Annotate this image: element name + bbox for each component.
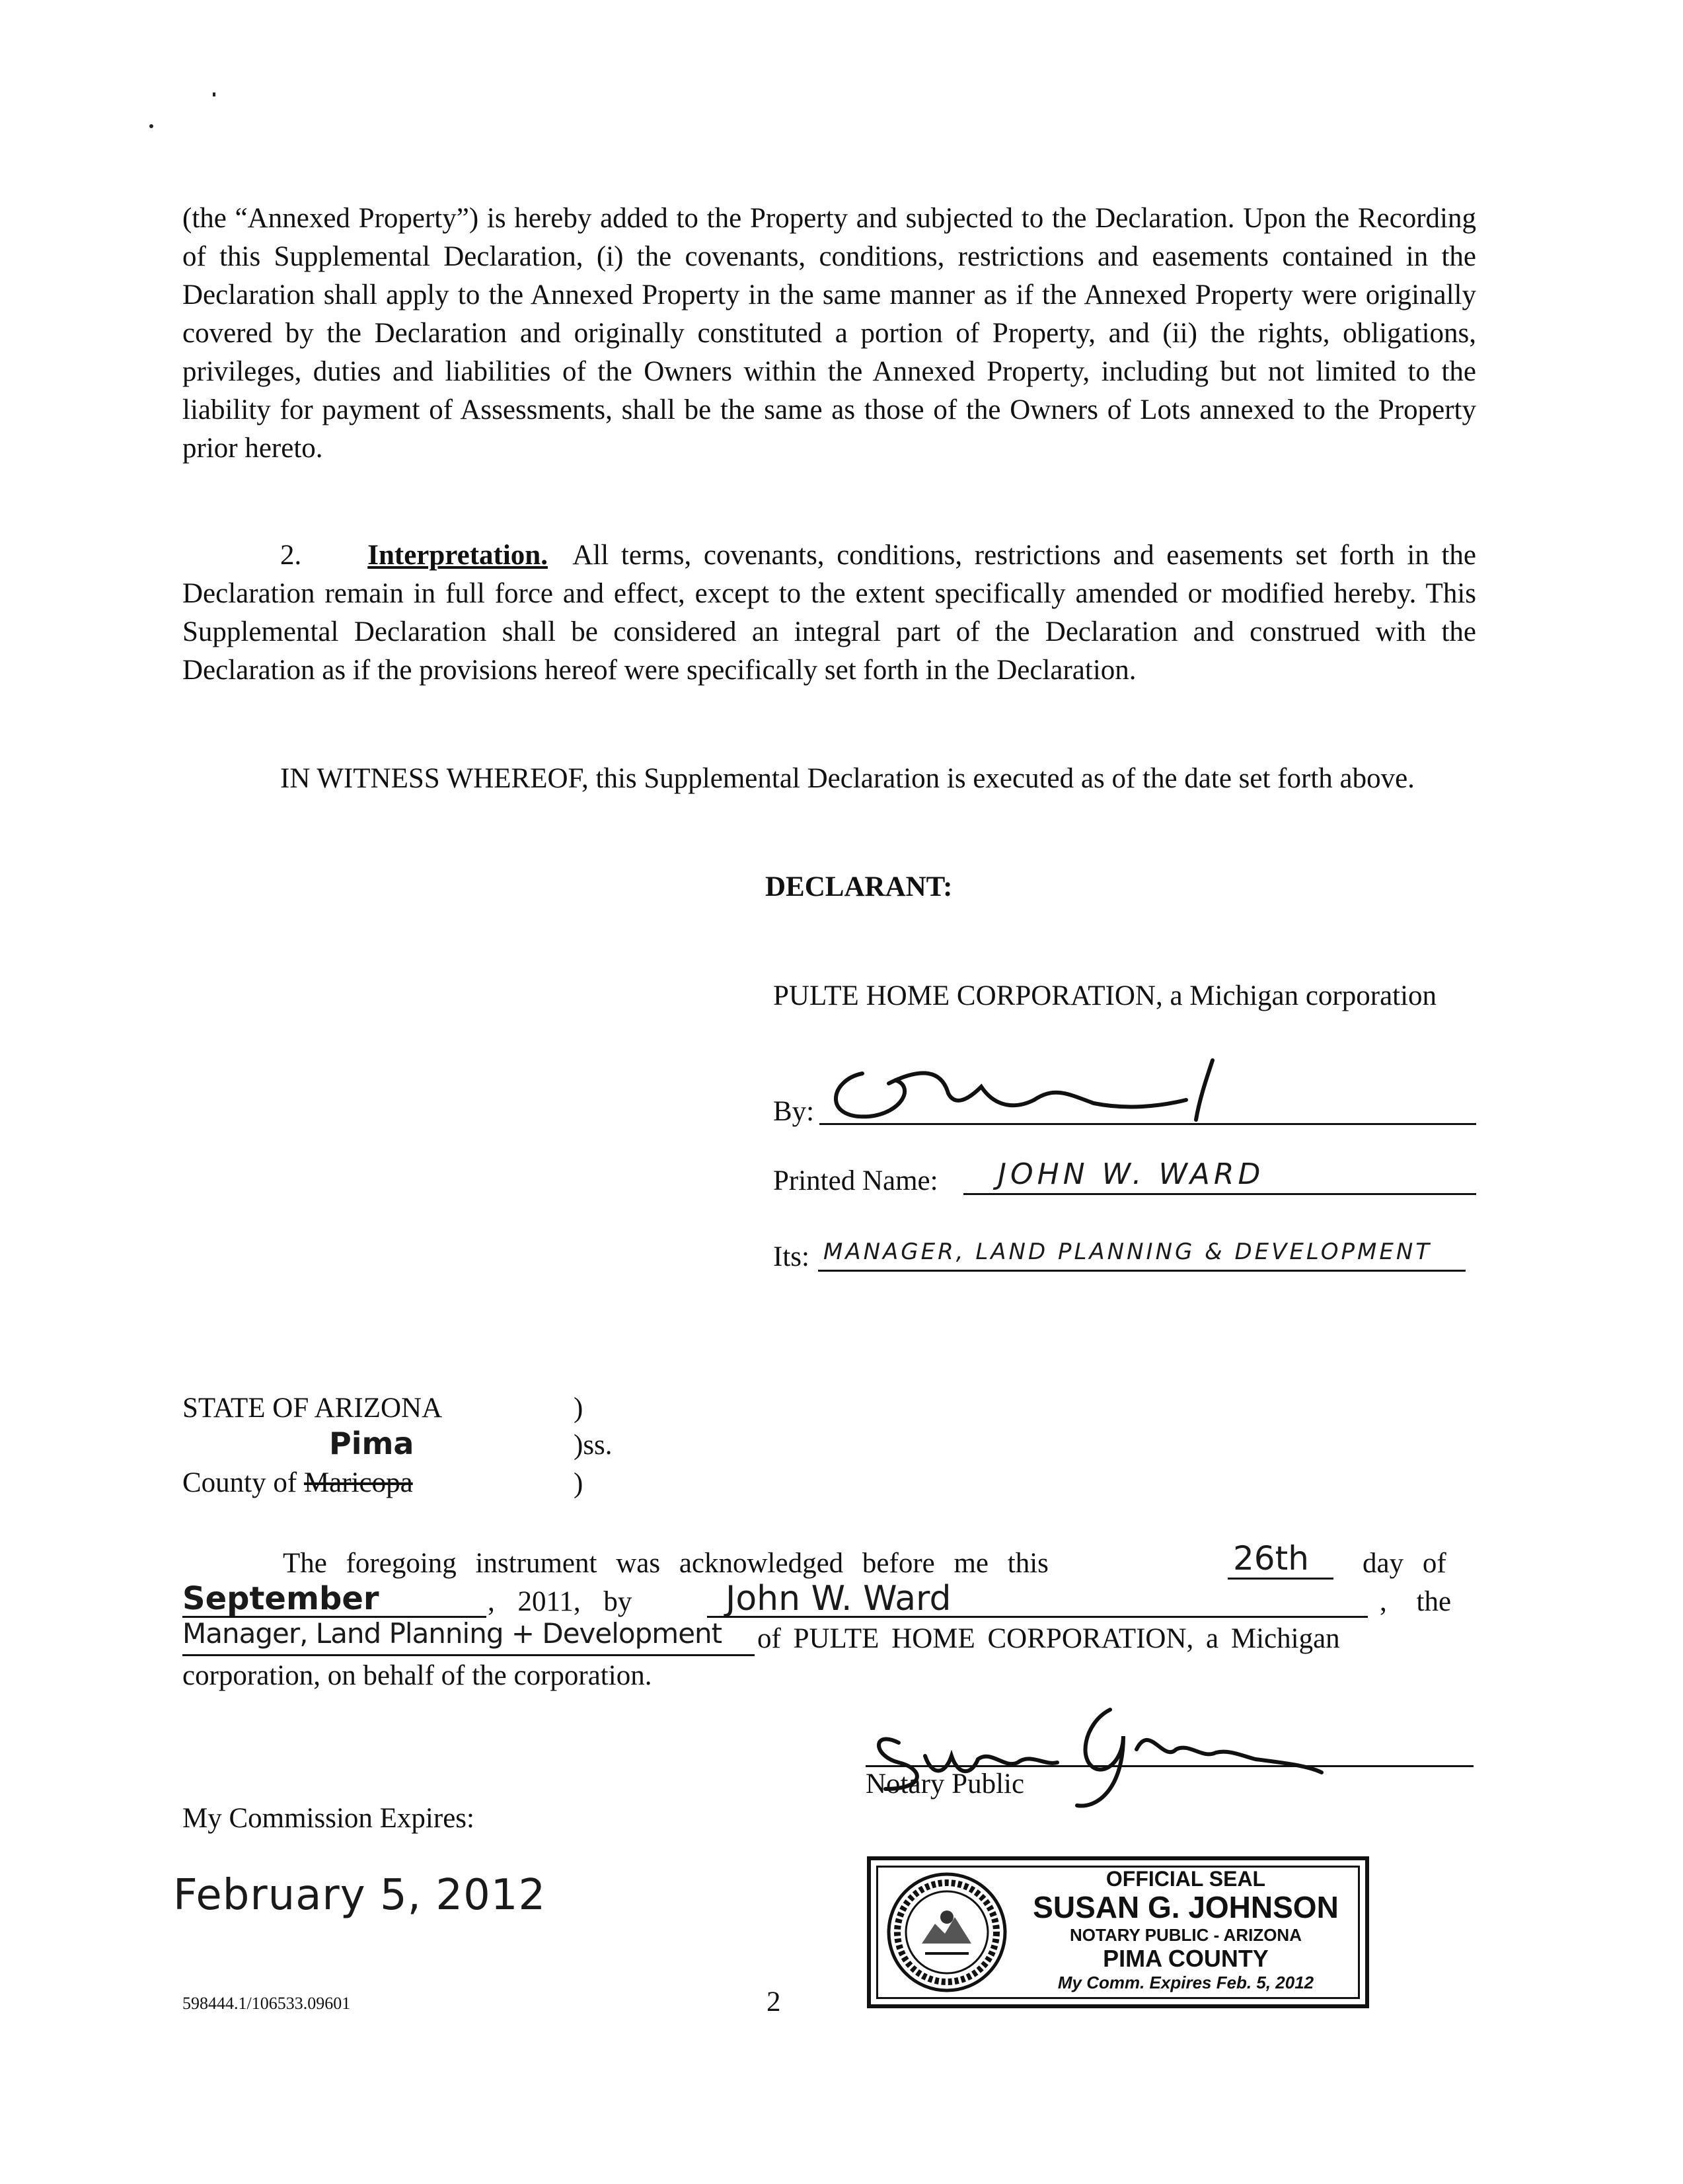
its-line — [818, 1270, 1466, 1272]
county-line — [182, 1467, 413, 1499]
state-label: STATE OF ARIZONA — [182, 1393, 443, 1424]
county-struck: Maricopa — [303, 1467, 413, 1498]
ack-name-line — [707, 1616, 1368, 1618]
notary-seal — [867, 1856, 1369, 2008]
section-2-interpretation — [182, 536, 1476, 690]
commission-value: February 5, 2012 — [173, 1871, 546, 1920]
seal-line-1: OFFICIAL SEAL — [1105, 1867, 1266, 1891]
ack-title-value: Manager, Land Planning + Development — [182, 1617, 722, 1650]
ack-line-1-pre: The foregoing instrument was acknowledged before me this — [283, 1548, 1049, 1579]
footer-doc-number: 598444.1/106533.09601 — [182, 1994, 351, 2013]
county-handwritten: Pima — [329, 1426, 414, 1461]
notary-signature-line — [866, 1765, 1474, 1767]
ack-line-1-post: day of — [1363, 1548, 1446, 1579]
declarant-signature — [816, 1047, 1279, 1130]
section-body: All terms, covenants, conditions, restrictions and easements set forth in the Declaration remain in full force and effect, except to the extent specifically amended or modified hereby. This Supplemental Declaration shall be considered an integral part of the Declaration and construed with the Declaration as if the provisions hereof were specifically set forth in the Declaration. — [182, 540, 1476, 686]
venue-paren-1: ) — [574, 1393, 583, 1424]
ack-line-3-post: of PULTE HOME CORPORATION, a Michigan — [757, 1623, 1340, 1654]
declarant-company: PULTE HOME CORPORATION, a Michigan corporation — [773, 980, 1437, 1011]
ack-day-line — [1228, 1578, 1333, 1580]
seal-line-4: PIMA COUNTY — [1103, 1945, 1269, 1972]
arizona-seal-emblem-icon — [885, 1871, 1008, 1994]
venue-ss: )ss. — [574, 1430, 613, 1461]
ack-month-value: September — [182, 1580, 379, 1617]
ack-line-4: corporation, on behalf of the corporation. — [182, 1660, 652, 1691]
printed-name-line — [963, 1193, 1476, 1195]
notary-label: Notary Public — [866, 1768, 1025, 1800]
witness-clause: IN WITNESS WHEREOF, this Supplemental Declaration is executed as of the date set forth above. — [280, 763, 1415, 794]
declarant-heading: DECLARANT: — [765, 871, 953, 902]
printed-name-value: JOHN W. WARD — [998, 1157, 1265, 1191]
footer-page-number: 2 — [767, 1986, 781, 2018]
scan-speck — [149, 124, 153, 128]
ack-year: , 2011, by — [488, 1586, 632, 1617]
by-label: By: — [773, 1096, 815, 1127]
printed-name-label: Printed Name: — [773, 1165, 938, 1196]
its-value: MANAGER, LAND PLANNING & DEVELOPMENT — [823, 1239, 1433, 1265]
scan-speck — [213, 92, 215, 96]
section-number: 2. — [280, 540, 302, 571]
county-label: County of — [182, 1467, 297, 1498]
commission-label: My Commission Expires: — [182, 1803, 474, 1834]
its-label: Its: — [773, 1241, 809, 1272]
ack-the: , the — [1380, 1586, 1452, 1617]
seal-line-5: My Comm. Expires Feb. 5, 2012 — [1057, 1973, 1314, 1992]
ack-day-value: 26th — [1233, 1539, 1309, 1578]
ack-title-line — [182, 1654, 755, 1656]
ack-name-value: John W. Ward — [726, 1579, 952, 1619]
paragraph-annexed-property: (the “Annexed Property”) is hereby added to the Property and subjected to the Declaration. Upon the Recording of this Supplemental Declaration, (i) the covenants, conditions, restrictions and easements contained in the Declaration shall apply to the Annexed Property in the same manner as if the Annexed Property were originally covered by the Declaration and originally constituted a portion of Property, and (ii) the rights, obligations, privileges, duties and liabilities of the Owners within the Annexed Property, including but not limited to the liability for payment of Assessments, shall be the same as those of the Owners of Lots annexed to the Property prior hereto. — [182, 203, 1476, 464]
seal-line-3: NOTARY PUBLIC - ARIZONA — [1070, 1925, 1302, 1945]
venue-paren-3: ) — [574, 1468, 583, 1499]
section-heading: Interpretation. — [367, 540, 548, 571]
seal-line-2: SUSAN G. JOHNSON — [1033, 1890, 1339, 1924]
